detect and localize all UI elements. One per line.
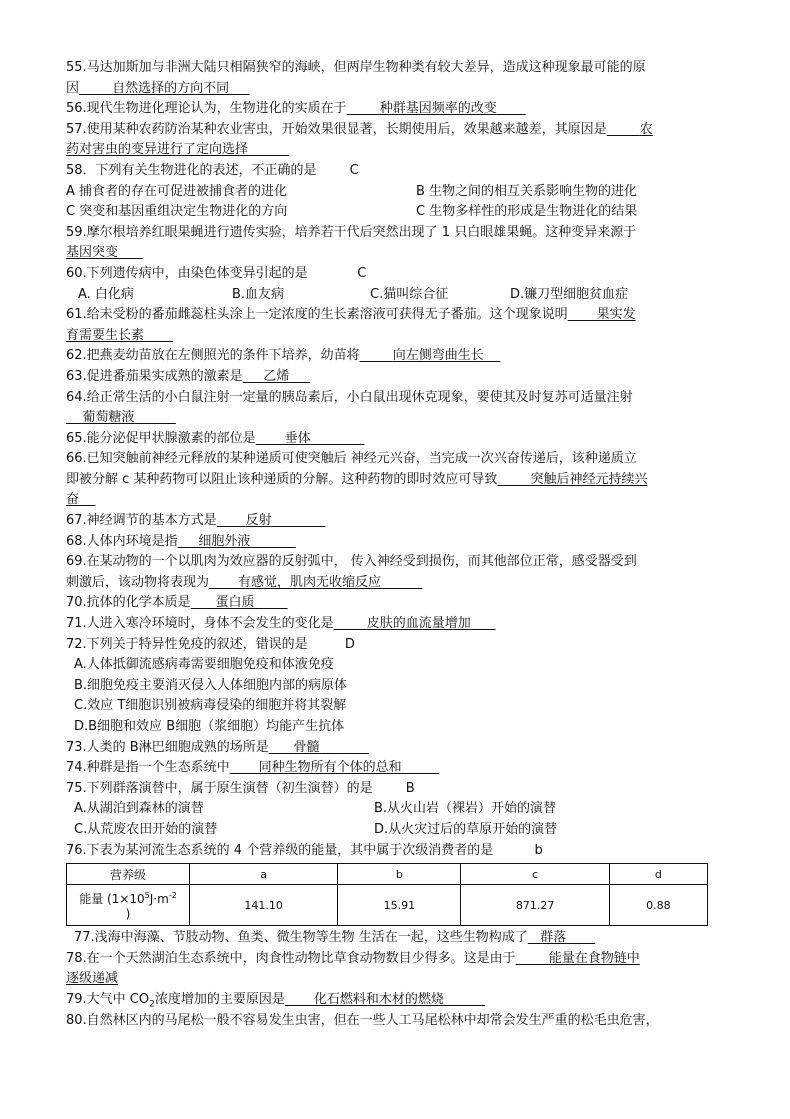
q55-answer: 自然选择的方向不同 — [112, 80, 230, 96]
table-cell: 871.27 — [461, 885, 609, 926]
q78-answer-part2: 逐级递减 — [66, 971, 119, 987]
q60-option-b: B.血友病 — [232, 286, 285, 302]
energy-table — [66, 863, 708, 926]
q57-answer-part2: 药对害虫的变异进行了定向选择 — [66, 142, 249, 158]
q61-answer-part1: 果实发 — [596, 307, 636, 323]
q58-options-row2 — [66, 202, 726, 223]
q72-option-c: C.效应 T细胞识别被病毒侵染的细胞并将其裂解 — [74, 698, 347, 714]
q68-answer: 细胞外液 — [198, 533, 251, 549]
q72-answer: D — [344, 636, 355, 652]
q78-line1: 78.在一个天然湖泊生态系统中，肉食性动物比草食动物数目少得多。这是由于 能量在食物链中 — [66, 950, 640, 966]
q61-line1: 61.给未受粉的番茄雌蕊柱头涂上一定浓度的生长素溶液可获得无子番茄。这个现象说明 果实发 — [66, 307, 636, 323]
table-header-cell: c — [461, 864, 609, 885]
q64-line2 — [66, 408, 726, 429]
table-row — [67, 885, 708, 926]
q56-answer: 种群基因频率的改变 — [379, 101, 497, 117]
q62-answer: 向左侧弯曲生长 — [392, 348, 484, 364]
q63-answer: 乙烯 — [263, 368, 290, 384]
q78-answer-part1: 能量在食物链中 — [548, 950, 640, 966]
q72-option-d: D.B细胞和效应 B细胞（浆细胞）均能产生抗体 — [74, 719, 345, 734]
q58-answer: C — [349, 162, 359, 178]
table-header-cell: a — [190, 864, 338, 885]
q61-line2 — [66, 326, 726, 347]
q75-option-d: D.从火灾过后的草原开始的演替 — [374, 821, 558, 837]
q63: 63.促进番茄果实成熟的激素是 乙烯 — [66, 367, 726, 388]
q77-answer: 群落 — [540, 930, 567, 946]
q60-option-d: D.镰刀型细胞贫血症 — [510, 286, 629, 302]
q57-line1: 57.使用某种农药防治某种农业害虫，开始效果很显著，长期使用后，效果越来越差，其原因是 农 — [66, 121, 653, 137]
table-row-label: 能量 ($1\times 10^5J\cdot m^{-2}$ ) — [67, 885, 190, 926]
q59-answer: 基因突变 — [66, 245, 119, 261]
q72-option-b: B.细胞免疫主要消灭侵入人体细胞内部的病原体 — [74, 677, 348, 693]
q61-answer-part2: 育需要生长素 — [66, 327, 145, 343]
q75-options-row1 — [66, 799, 726, 820]
q76-answer: b — [534, 842, 543, 858]
q60-options — [66, 285, 726, 306]
q74-answer: 同种生物所有个体的总和 — [258, 760, 402, 776]
q66-answer-part1: 突触后神经元持续兴 — [530, 471, 648, 487]
table-cell: 0.88 — [609, 885, 707, 926]
q67-answer: 反射 — [245, 513, 272, 529]
q59-line1: 59.摩尔根培养红眼果蝇进行遗传实验，培养若干代后突然出现了 1 只白眼雄果蝇。这种变异来源于 — [66, 224, 637, 240]
q58-stem: 58．下列有关生物进化的表述，不正确的是 C — [66, 162, 359, 178]
q59-line2 — [66, 243, 726, 264]
q66-answer-part2: 奋 — [66, 492, 80, 508]
q71: 71.人进入寒冷环境时，身体不会发生的变化是 皮肤的血流量增加 — [66, 614, 726, 635]
q75-answer: B — [405, 780, 415, 796]
q68: 68.人体内环境是指 细胞外液 — [66, 532, 726, 553]
q58-options-row1 — [66, 182, 726, 203]
q64-answer: 葡萄糖液 — [82, 410, 135, 426]
q70-answer: 蛋白质 — [215, 595, 255, 611]
q73-answer: 骨髓 — [293, 739, 320, 755]
q75-option-b: B.从火山岩（裸岩）开始的演替 — [374, 801, 557, 817]
q69-line2: 刺激后，该动物将表现为 有感觉，肌肉无收缩反应 — [66, 573, 726, 594]
table-header-row — [67, 864, 708, 885]
table-header-cell: d — [609, 864, 707, 885]
table-header-cell: 营养级 — [67, 864, 190, 885]
question-sheet — [66, 58, 726, 1031]
q75-options-row2 — [66, 820, 726, 841]
q58-option-b: B 生物之间的相互关系影响生物的进化 — [416, 183, 638, 199]
q57-line2 — [66, 140, 726, 161]
q56: 56.现代生物进化理论认为，生物进化的实质在于 种群基因频率的改变 — [66, 99, 726, 120]
q70: 70.抗体的化学本质是 蛋白质 — [66, 593, 726, 614]
q55-line2: 因 自然选择的方向不同 — [66, 79, 726, 100]
q60-answer: C — [357, 265, 367, 281]
q69-answer: 有感觉，肌肉无收缩反应 — [237, 574, 381, 590]
q60-option-c: C.猫叫综合征 — [370, 286, 449, 302]
q69-line1: 69.在某动物的一个以肌肉为效应器的反射弧中， 传入神经受到损伤，而其他部位正常，感受器受到 — [66, 554, 637, 570]
q73: 73.人类的 B淋巴细胞成熟的场所是 骨髓 — [66, 738, 726, 759]
q58-option-d: C 生物多样性的形成是生物进化的结果 — [416, 204, 638, 220]
q75-option-a: A.从湖泊到森林的演替 — [74, 801, 204, 817]
q58-option-c: C 突变和基因重组决定生物进化的方向 — [66, 204, 288, 220]
q71-answer: 皮肤的血流量增加 — [366, 616, 471, 632]
q76-stem: 76.下表为某河流生态系统的 4 个营养级的能量，其中属于次级消费者的是 b — [66, 842, 543, 858]
q74: 74.种群是指一个生态系统中 同种生物所有个体的总和 — [66, 758, 726, 779]
table-header-cell: b — [338, 864, 461, 885]
q79-answer: 化石燃料和木材的燃烧 — [313, 991, 444, 1007]
table-cell: 15.91 — [338, 885, 461, 926]
q66-line2: 即被分解 c 某种药物可以阻止该种递质的分解。这种药物的即时效应可导致 突触后神经元持续兴 — [66, 471, 648, 487]
q66-line3 — [66, 490, 726, 511]
q57-answer-part1: 农 — [639, 121, 653, 137]
q75-option-c: C.从荒废农田开始的演替 — [74, 821, 218, 837]
q72-stem: 72.下列关于特异性免疫的叙述，错误的是 D — [66, 636, 355, 652]
q72-option-a: A.人体抵御流感病毒需要细胞免疫和体液免疫 — [74, 657, 334, 673]
q64-line1: 64.给正常生活的小白鼠注射一定量的胰岛素后，小白鼠出现休克现象，要使其及时复苏可适量注射 — [66, 389, 633, 405]
q58-option-a: A 捕食者的存在可促进被捕食者的进化 — [66, 183, 288, 199]
q65: 65.能分泌促甲状腺激素的部位是 垂体 — [66, 429, 726, 450]
q67: 67.神经调节的基本方式是 反射 — [66, 511, 726, 532]
q80: 80.自然林区内的马尾松一般不容易发生虫害，但在一些人工马尾松林中却常会发生严重的松毛虫危害， — [66, 1012, 659, 1028]
q78-line2 — [66, 969, 726, 990]
q55-line1: 55.马达加斯加与非洲大陆只相隔狭窄的海峡，但两岸生物种类有较大差异，造成这种现象最可能的原 — [66, 60, 646, 75]
q77: 77.浅海中海藻、节肢动物、鱼类、微生物等生物 生活在一起，这些生物构成了 群落 — [66, 928, 726, 949]
table-cell: 141.10 — [190, 885, 338, 926]
q65-answer: 垂体 — [284, 430, 311, 446]
q62: 62.把燕麦幼苗放在左侧照光的条件下培养，幼苗将 向左侧弯曲生长 — [66, 346, 726, 367]
q75-stem: 75.下列群落演替中，属于原生演替（初生演替）的是 B — [66, 780, 415, 796]
q60-option-a: A. 白化病 — [78, 286, 134, 302]
q60-stem: 60.下列遗传病中，由染色体变异引起的是 C — [66, 265, 367, 281]
q79: 79.大气中 $CO_2$浓度增加的主要原因是 化石燃料和木材的燃烧 — [66, 990, 726, 1011]
q66-line1: 66.已知突触前神经元释放的某种递质可使突触后 神经元兴奋，当完成一次兴奋传递后，该种递质立 — [66, 451, 637, 467]
